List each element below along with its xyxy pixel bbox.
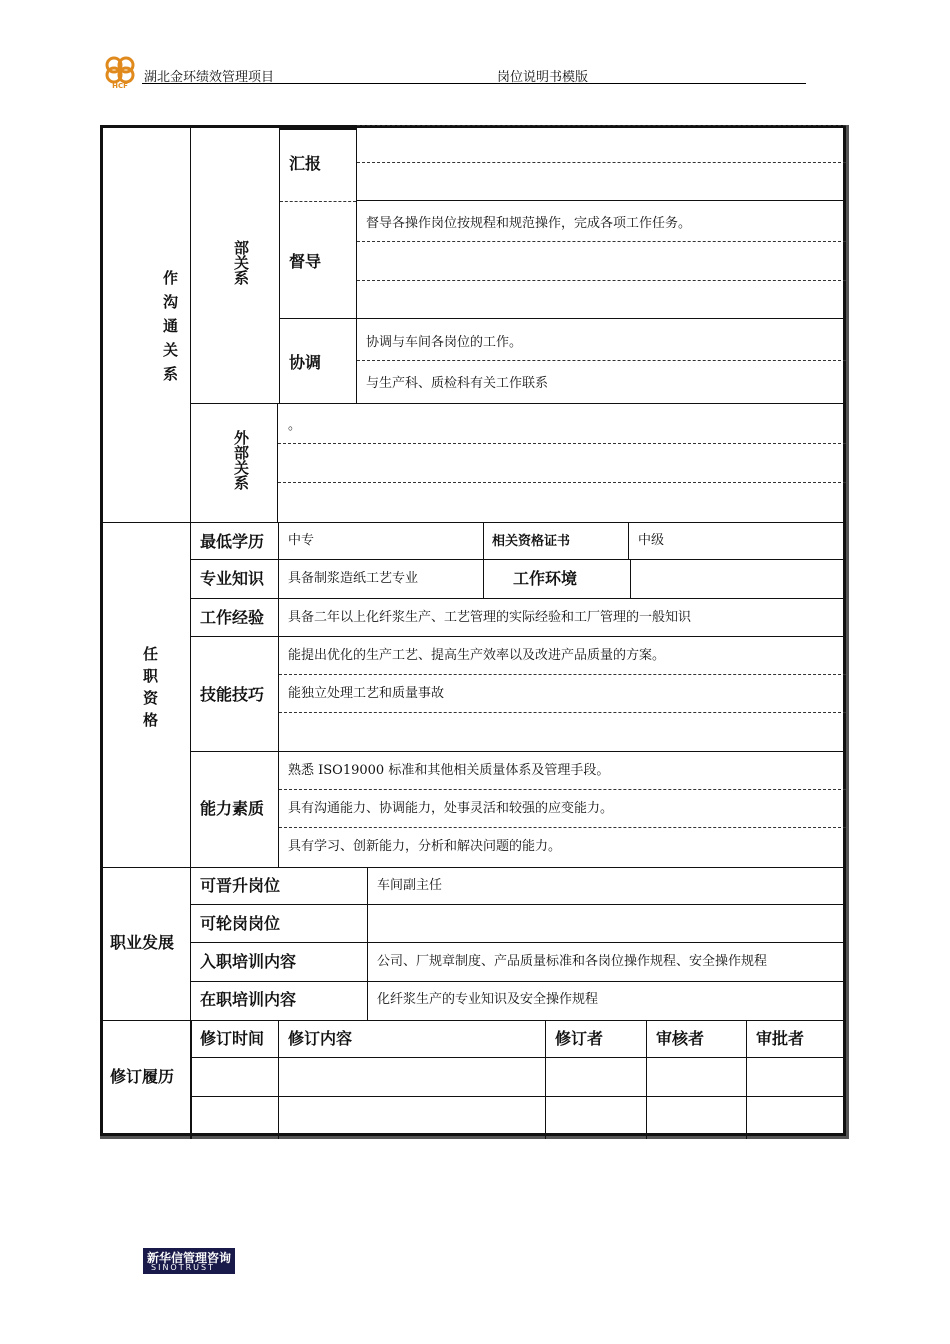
dashed-line xyxy=(357,241,846,242)
divider xyxy=(191,598,846,599)
logo-text: HCF xyxy=(112,82,128,90)
divider xyxy=(190,1020,192,1139)
divider xyxy=(191,981,846,982)
experience-value: 具备二年以上化纤浆生产、工艺管理的实际经验和工厂管理的一般知识 xyxy=(288,610,692,625)
col-reviewer: 审核者 xyxy=(656,1029,705,1048)
certificate-label: 相关资格证书 xyxy=(492,534,571,549)
dashed-line xyxy=(280,201,356,202)
dashed-line xyxy=(357,360,846,361)
frame-shadow-right xyxy=(846,125,849,1139)
internal-relations-label: 部关系 xyxy=(232,240,250,285)
promotion-label: 可晋升岗位 xyxy=(200,876,281,895)
divider xyxy=(746,1020,747,1139)
divider xyxy=(278,1020,279,1139)
knowledge-label: 专业知识 xyxy=(200,569,265,588)
divider xyxy=(191,904,846,905)
col-reviser: 修订者 xyxy=(555,1029,604,1048)
onboarding-value: 公司、厂规章制度、产品质量标准和各岗位操作规程、安全操作规程 xyxy=(377,954,768,969)
external-relations-label: 外部关系 xyxy=(232,430,250,490)
external-line-1: 。 xyxy=(288,418,302,433)
inservice-value: 化纤浆生产的专业知识及安全操作规程 xyxy=(377,992,599,1007)
supervise-line-1: 督导各操作岗位按规程和规范操作，完成各项工作任务。 xyxy=(366,216,692,231)
header-rule xyxy=(142,83,806,84)
divider xyxy=(191,1057,846,1058)
divider xyxy=(191,559,846,560)
divider xyxy=(356,128,357,403)
report-label: 汇报 xyxy=(289,154,322,173)
divider xyxy=(628,522,629,559)
skills-line-1: 能提出优化的生产工艺、提高生产效率以及改进产品质量的方案。 xyxy=(288,648,666,663)
divider xyxy=(630,559,631,598)
dashed-line xyxy=(357,280,846,281)
divider xyxy=(279,128,280,403)
divider xyxy=(280,128,356,130)
promotion-value: 车间副主任 xyxy=(377,878,443,893)
supervise-label: 督导 xyxy=(289,252,322,271)
divider xyxy=(277,403,278,522)
frame-shadow-bottom xyxy=(100,1136,849,1139)
ability-label: 能力素质 xyxy=(200,799,265,818)
knowledge-value: 具备制浆造纸工艺专业 xyxy=(288,571,419,586)
coordinate-label: 协调 xyxy=(289,353,322,372)
col-approver: 审批者 xyxy=(756,1029,805,1048)
divider xyxy=(357,200,846,201)
work-relations-label: 作沟通关系 xyxy=(161,270,179,390)
dashed-line xyxy=(357,125,846,126)
divider xyxy=(191,636,846,637)
divider xyxy=(103,1020,846,1021)
divider xyxy=(190,522,191,867)
divider xyxy=(191,751,846,752)
qualifications-label: 任职资格 xyxy=(141,646,159,734)
revision-label: 修订履历 xyxy=(110,1067,175,1086)
dashed-line xyxy=(278,443,846,444)
experience-label: 工作经验 xyxy=(200,608,265,627)
rotation-label: 可轮岗岗位 xyxy=(200,914,281,933)
logo-en-text: SINOTRUST xyxy=(151,1263,215,1272)
dashed-line xyxy=(279,674,846,675)
divider xyxy=(646,1020,647,1139)
divider xyxy=(545,1020,546,1139)
divider xyxy=(191,942,846,943)
form-frame xyxy=(100,125,846,1136)
logo-cn-text: 新华信管理咨询 xyxy=(147,1251,232,1265)
min-education-value: 中专 xyxy=(288,533,315,548)
dashed-line xyxy=(278,482,846,483)
dashed-line xyxy=(279,827,846,828)
divider xyxy=(190,867,191,1020)
col-revision-content: 修订内容 xyxy=(288,1029,353,1048)
divider xyxy=(278,522,279,867)
inservice-label: 在职培训内容 xyxy=(200,990,297,1009)
environment-label: 工作环境 xyxy=(513,569,578,588)
document-title: 岗位说明书模版 xyxy=(497,70,589,85)
coordinate-line-1: 协调与车间各岗位的工作。 xyxy=(366,335,523,350)
consultancy-logo xyxy=(143,1248,235,1274)
divider xyxy=(190,128,191,522)
ability-line-1: 熟悉 ISO19000 标准和其他相关质量体系及管理手段。 xyxy=(288,763,610,778)
divider xyxy=(103,522,846,523)
divider xyxy=(191,403,846,404)
dashed-line xyxy=(279,789,846,790)
ability-line-3: 具有学习、创新能力，分析和解决问题的能力。 xyxy=(288,839,562,854)
divider xyxy=(483,522,484,598)
ability-line-2: 具有沟通能力、协调能力，处事灵活和较强的应变能力。 xyxy=(288,801,614,816)
onboarding-label: 入职培训内容 xyxy=(200,952,297,971)
company-logo xyxy=(100,54,140,90)
divider xyxy=(280,318,846,319)
certificate-value: 中级 xyxy=(638,533,665,548)
dashed-line xyxy=(279,712,846,713)
coordinate-line-2: 与生产科、质检科有关工作联系 xyxy=(366,376,549,391)
divider xyxy=(367,867,368,1020)
divider xyxy=(191,1096,846,1097)
skills-label: 技能技巧 xyxy=(200,685,265,704)
skills-line-2: 能独立处理工艺和质量事故 xyxy=(288,686,445,701)
col-revision-time: 修订时间 xyxy=(200,1029,265,1048)
dashed-line xyxy=(357,162,846,163)
project-title: 湖北金环绩效管理项目 xyxy=(144,70,275,85)
career-label: 职业发展 xyxy=(110,933,175,952)
divider xyxy=(103,867,846,868)
min-education-label: 最低学历 xyxy=(200,532,265,551)
